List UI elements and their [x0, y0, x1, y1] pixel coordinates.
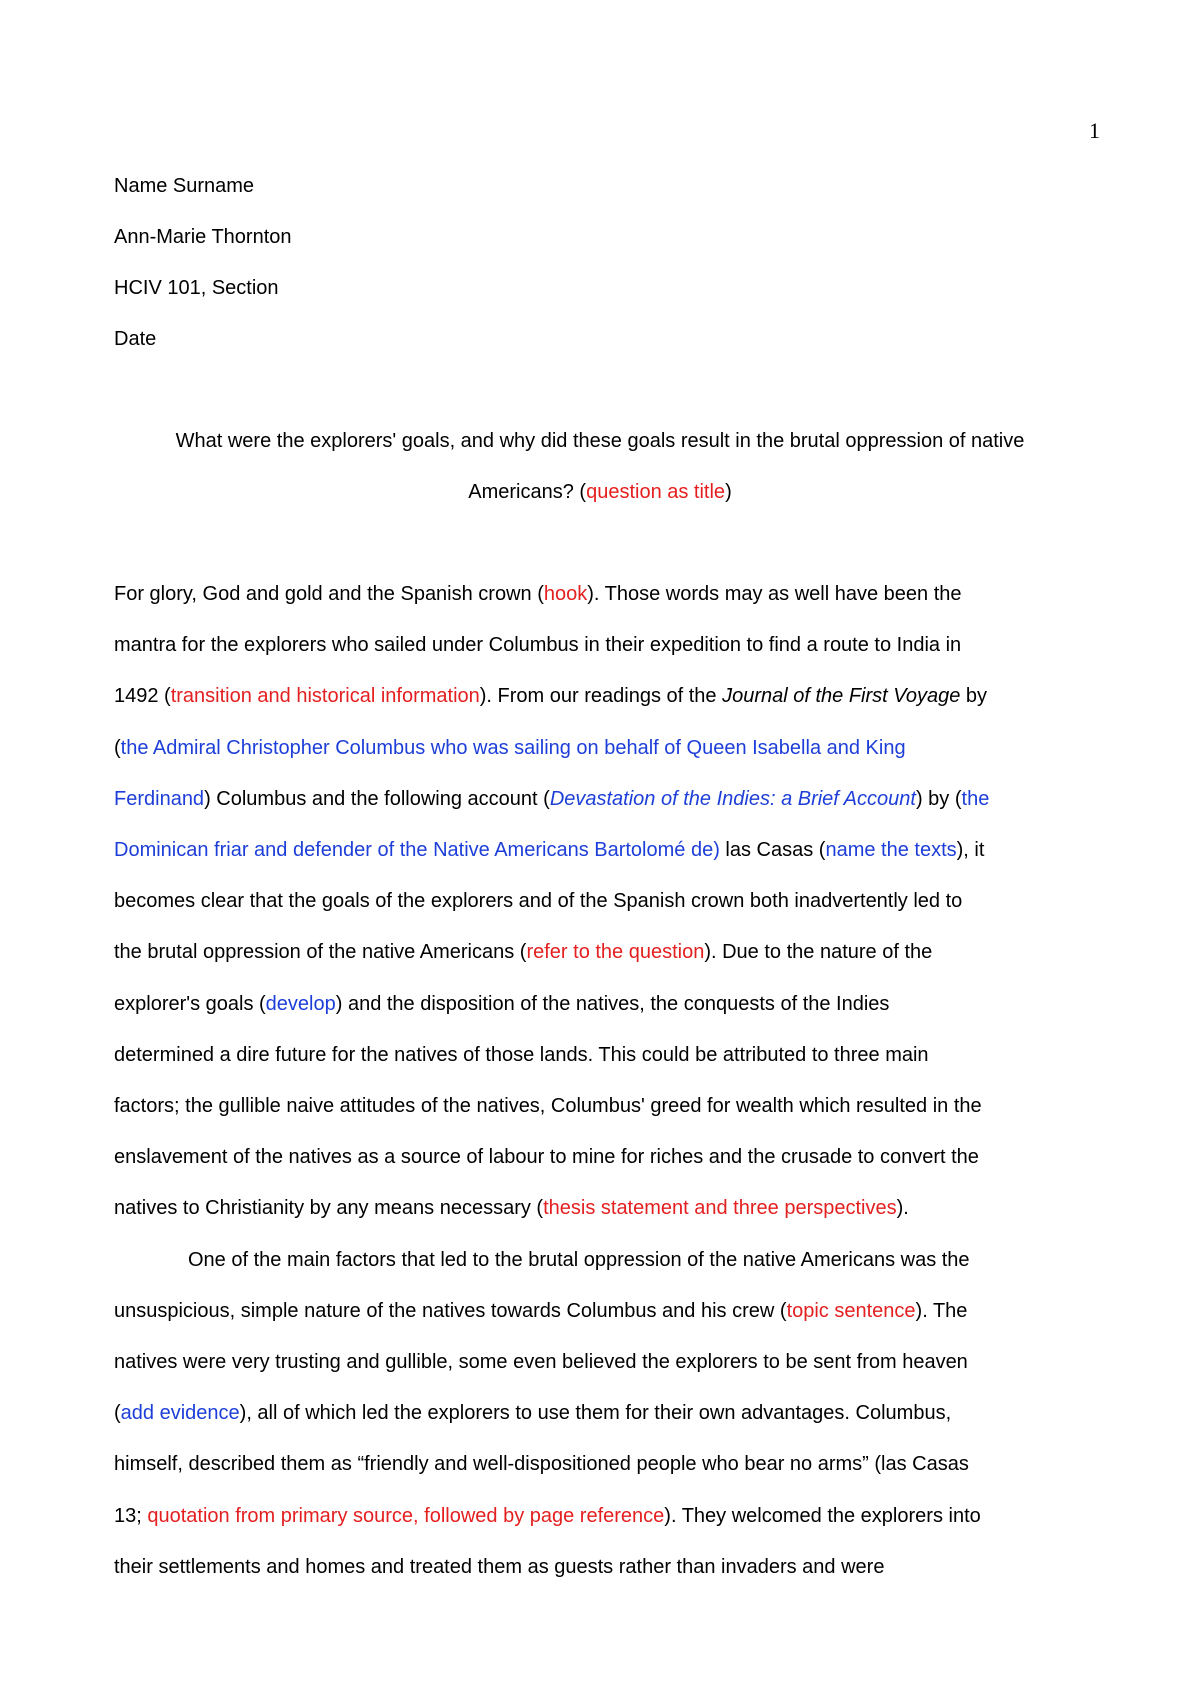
body-line: [114, 1454, 969, 1474]
body-line: [114, 942, 932, 962]
title-text: Americans? (: [468, 481, 587, 503]
body-line: [114, 789, 989, 809]
annotation-blue: the: [961, 788, 990, 810]
body-text: ). The: [915, 1300, 968, 1322]
annotation-red: quotation from primary source, followed by page reference: [147, 1505, 665, 1527]
body-text: (: [114, 737, 121, 759]
student-name: Name Surname: [114, 175, 255, 197]
instructor-name: Ann-Marie Thornton: [114, 226, 292, 248]
body-text: explorer's goals (: [114, 993, 266, 1015]
body-text: las Casas (: [719, 839, 826, 861]
annotation-red: hook: [543, 583, 588, 605]
body-line: [114, 686, 987, 706]
italic-title: Journal of the First Voyage: [722, 685, 961, 707]
body-line: [114, 1045, 929, 1065]
body-text: (: [114, 1402, 121, 1424]
body-line: [114, 994, 889, 1014]
date-line: Date: [114, 328, 157, 350]
body-text: ).: [896, 1197, 909, 1219]
annotation-blue: Devastation of the Indies: a Brief Account: [549, 788, 916, 810]
body-line: [114, 584, 962, 604]
body-line: [114, 1403, 951, 1423]
body-text: ) by (: [915, 788, 962, 810]
body-text: ). They welcomed the explorers into: [664, 1505, 981, 1527]
body-line: [114, 1557, 884, 1577]
body-line: [114, 738, 906, 758]
annotation-blue: name the texts: [825, 839, 957, 861]
body-line: [114, 1506, 981, 1526]
body-text: mantra for the explorers who sailed under Columbus in their expedition to find a route to India in: [114, 634, 962, 656]
annotation-blue: Dominican friar and defender of the Native Americans Bartolomé de): [114, 839, 720, 861]
body-line: [114, 1096, 982, 1116]
body-text: ). Due to the nature of the: [704, 941, 933, 963]
body-line: [114, 840, 984, 860]
body-text: ) Columbus and the following account (: [204, 788, 550, 810]
body-text: ), all of which led the explorers to use them for their own advantages. Columbus,: [239, 1402, 952, 1424]
body-text: the brutal oppression of the native Americans (: [114, 941, 527, 963]
essay-title-line-2: [0, 482, 1200, 502]
body-text: 1492 (: [114, 685, 171, 707]
page-number: 1: [1089, 118, 1100, 143]
annotation-blue: Ferdinand: [114, 788, 205, 810]
body-text: enslavement of the natives as a source of labour to mine for riches and the crusade to convert the: [114, 1146, 979, 1168]
body-text: One of the main factors that led to the brutal oppression of the native Americans was the: [188, 1249, 970, 1271]
body-text: ) and the disposition of the natives, the conquests of the Indies: [335, 993, 890, 1015]
body-line: [114, 1198, 909, 1218]
body-text: ). Those words may as well have been the: [587, 583, 962, 605]
body-line: [114, 1147, 979, 1167]
annotation-blue: add evidence: [120, 1402, 240, 1424]
body-text: ), it: [956, 839, 985, 861]
body-text: natives to Christianity by any means necessary (: [114, 1197, 544, 1219]
annotation-red: thesis statement and three perspectives: [543, 1197, 897, 1219]
body-text: natives were very trusting and gullible, some even believed the explorers to be sent from heaven: [114, 1351, 968, 1373]
annotation-red: refer to the question: [526, 941, 705, 963]
body-text: himself, described them as “friendly and well-dispositioned people who bear no arms” (las Casas: [114, 1453, 969, 1475]
annotation-red: transition and historical information: [170, 685, 480, 707]
essay-title-line-1: What were the explorers' goals, and why did these goals result in the brutal oppression of native: [175, 430, 1025, 452]
body-text: by: [960, 685, 988, 707]
body-text: unsuspicious, simple nature of the natives towards Columbus and his crew (: [114, 1300, 787, 1322]
body-text: ). From our readings of the: [479, 685, 723, 707]
annotation-red: topic sentence: [786, 1300, 916, 1322]
body-text: factors; the gullible naive attitudes of the natives, Columbus' greed for wealth which resulted in the: [114, 1095, 982, 1117]
body-text: For glory, God and gold and the Spanish crown (: [114, 583, 544, 605]
body-text: becomes clear that the goals of the explorers and of the Spanish crown both inadvertently led to: [114, 890, 963, 912]
body-line: [114, 635, 961, 655]
body-text: 13;: [114, 1505, 148, 1527]
body-line: [188, 1250, 970, 1270]
body-line: [114, 1352, 968, 1372]
body-text: determined a dire future for the natives of those lands. This could be attributed to three main: [114, 1044, 929, 1066]
body-line: [114, 1301, 967, 1321]
title-text-end: ): [725, 481, 732, 503]
body-line: [114, 891, 962, 911]
annotation-blue: the Admiral Christopher Columbus who was sailing on behalf of Queen Isabella and King: [120, 737, 906, 759]
annotation-blue: develop: [265, 993, 336, 1015]
title-annotation: question as title: [586, 481, 726, 503]
body-text: their settlements and homes and treated them as guests rather than invaders and were: [114, 1556, 885, 1578]
course-section: HCIV 101, Section: [114, 277, 279, 299]
